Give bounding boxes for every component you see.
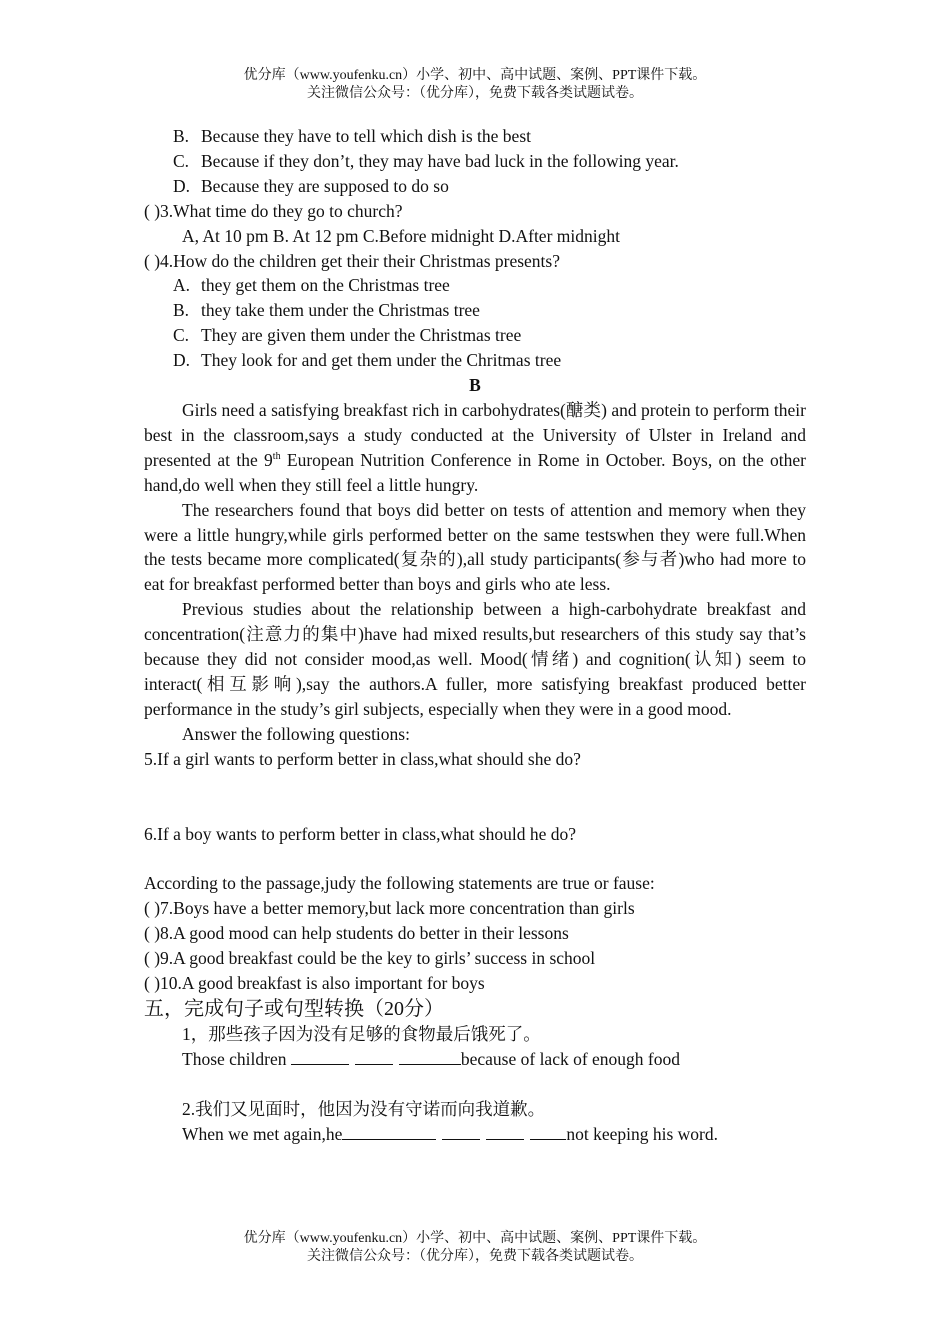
answer-instruction: Answer the following questions: (182, 723, 410, 744)
q4-option-c (144, 323, 806, 348)
passage-heading: B (469, 375, 481, 396)
answer-blank[interactable] (442, 1123, 480, 1140)
option-label: D. (173, 350, 191, 371)
tf-instruction: According to the passage,judy the following statements are true or fause: (144, 873, 655, 894)
passage-paragraph-3: Previous studies about the relationship between a high-carbohydrate breakfast and concentration(注意力的集中)have had mixed results,but researchers of this study say that’s because they did not consider mood,as well. Mood(情绪) and cognition(认知) seem to interact(相互影响),say the authors.A fuller, more satisfying breakfast produced better performance in the study’s girl subjects, especially when they were in a good mood. (144, 599, 806, 719)
option-label: C. (173, 325, 190, 346)
tf-question-8: ( )8.A good mood can help students do better in their lessons (144, 923, 569, 944)
option-label: A. (173, 275, 191, 296)
tf-question-9: ( )9.A good breakfast could be the key to girls’ success in school (144, 948, 596, 969)
footer-line-2: 关注微信公众号：（优分库），免费下载各类试题试卷。 (307, 1249, 643, 1264)
q2-option-b (144, 124, 806, 149)
q4-option-b (144, 298, 806, 323)
tf-question-10: ( )10.A good breakfast is also important for boys (144, 973, 485, 994)
passage-paragraph-2: The researchers found that boys did better on tests of attention and memory when they were a little hungry,while girls performed better on the same testswhen they were full.When the tests became more complicated(复杂的),all study participants(参与者)who had more to eat for breakfast performed better than boys and girls who ate less. (144, 499, 806, 595)
option-label: D. (173, 175, 191, 196)
option-text: Because they are supposed to do so (201, 175, 449, 196)
page-header (0, 67, 950, 103)
option-text: Because they have to tell which dish is the best (201, 126, 531, 146)
question-6: 6.If a boy wants to perform better in class,what should he do? (144, 823, 577, 844)
sentence-2-english (144, 1122, 806, 1147)
paragraph-text: Girls need a satisfying breakfast rich in carbohydrates(醣类) and protein to perform their best in the classroom,says a study conducted at the University of Ulster in Ireland and presented at the 9 (144, 399, 806, 470)
tf-question-7: ( )7.Boys have a better memory,but lack more concentration than girls (144, 898, 635, 919)
q2-option-c (144, 149, 806, 174)
answer-blank[interactable] (486, 1123, 524, 1140)
passage-paragraph-1 (144, 398, 806, 498)
answer-blank[interactable] (355, 1048, 393, 1065)
q4-option-a (144, 273, 806, 298)
q3-options: A, At 10 pm B. At 12 pm C.Before midnight D.After midnight (182, 225, 620, 246)
option-label: B. (173, 300, 190, 321)
answer-blank[interactable] (342, 1123, 436, 1140)
sentence-2-chinese: 2.我们又见面时，他因为没有守诺而向我道歉。 (182, 1098, 546, 1119)
answer-blank[interactable] (291, 1048, 349, 1065)
sentence-1-english (144, 1047, 806, 1072)
option-label: C. (173, 150, 190, 171)
header-line-2: 关注微信公众号：（优分库），免费下载各类试题试卷。 (307, 86, 643, 101)
header-line-1: 优分库（www.youfenku.cn）小学、初中、高中试题、案例、PPT课件下载。 (243, 68, 707, 83)
option-text: They are given them under the Christmas tree (201, 325, 522, 346)
q3-stem: ( )3.What time do they go to church? (144, 200, 403, 221)
section-5-title: 五，完成句子或句型转换（20分） (144, 998, 444, 1020)
q4-option-d (144, 348, 806, 373)
sentence-1-chinese: 1，那些孩子因为没有足够的食物最后饿死了。 (182, 1024, 541, 1044)
sentence-text: not keeping his word. (566, 1123, 719, 1144)
page-footer (0, 1230, 950, 1266)
option-label: B. (173, 126, 190, 146)
option-text: they get them on the Christmas tree (201, 275, 450, 296)
option-text: Because if they don’t, they may have bad luck in the following year. (201, 150, 679, 171)
sentence-text: because of lack of enough food (460, 1048, 681, 1069)
answer-blank[interactable] (399, 1048, 461, 1065)
superscript: th (272, 450, 281, 462)
sentence-text: When we met again,he (182, 1123, 343, 1144)
q4-stem: ( )4.How do the children get their their Christmas presents? (144, 250, 561, 271)
answer-blank[interactable] (530, 1123, 566, 1140)
answer-space[interactable] (144, 846, 806, 871)
option-text: They look for and get them under the Chritmas tree (201, 350, 562, 371)
document-body (144, 124, 806, 1147)
answer-space[interactable] (144, 772, 806, 822)
q2-option-d (144, 174, 806, 199)
option-text: they take them under the Christmas tree (201, 300, 480, 321)
paragraph-text: European Nutrition Conference in Rome in October. Boys, on the other hand,do well when they still feel a little hungry. (144, 449, 807, 495)
question-5: 5.If a girl wants to perform better in class,what should she do? (144, 748, 581, 769)
spacer (144, 1072, 806, 1097)
sentence-text: Those children (182, 1048, 291, 1069)
footer-line-1: 优分库（www.youfenku.cn）小学、初中、高中试题、案例、PPT课件下载。 (243, 1231, 707, 1246)
